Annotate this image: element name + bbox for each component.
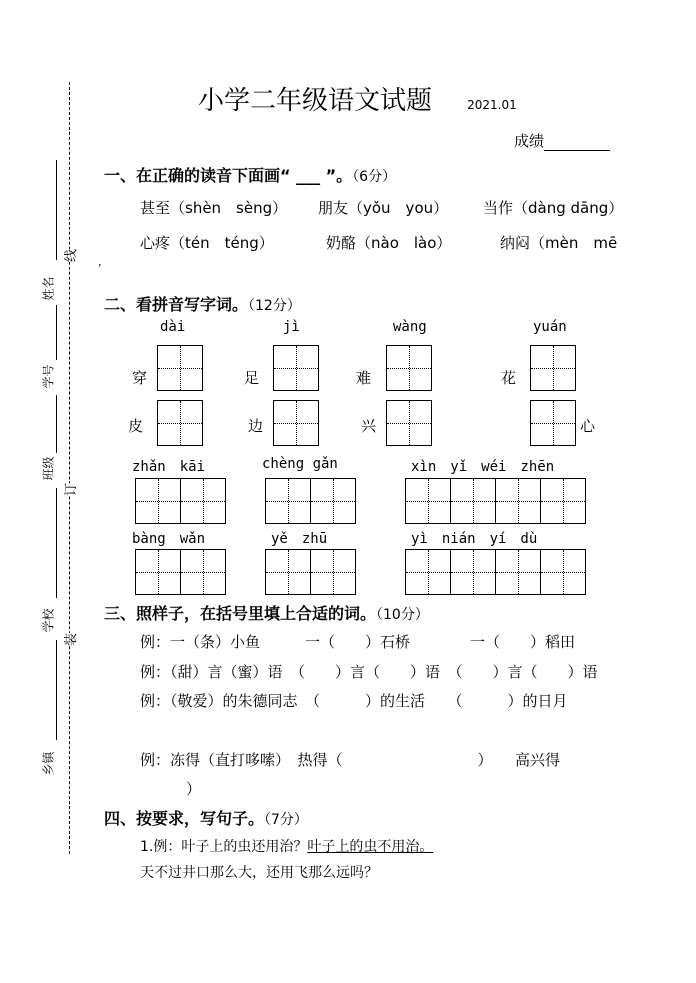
char-nan: 难 [356,369,372,387]
s1-item-2: 朋友（yǒu you） [318,199,449,217]
char-xin: 心 [580,417,596,435]
s4-example-prefix: 1.例：叶子上的虫还用治？ [140,839,308,855]
s1-item-5: 奶酪（nào lào） [326,234,452,252]
tianzige-box[interactable] [273,345,319,391]
tianzige-box[interactable] [386,400,432,446]
school-label: 学校 [41,608,56,633]
section2-heading [104,292,301,315]
s3-line-2: 例：（甜）言（蜜）语 （ ）言（ ）语 （ ）言（ ）语 [140,663,598,681]
s3-line-5: ） [186,780,202,798]
margin-char-zhuang: 装 [58,633,81,646]
tianzige-box[interactable] [405,478,451,524]
pinyin-xinyiweizhen: xìn yǐ wéi zhēn [411,459,555,475]
s4-example-answer: 叶子上的虫不用治。 [307,839,434,855]
section3-heading [104,601,429,624]
tianzige-box[interactable] [135,549,181,595]
tianzige-box[interactable] [310,549,356,595]
score-blank[interactable] [544,136,610,151]
char-xing: 兴 [361,417,377,435]
exam-date: 2021.01 [467,97,517,112]
tianzige-box[interactable] [265,478,311,524]
section3-title: 三、照样子，在括号里填上合适的词。 [104,604,377,623]
char-pi: 皮 [128,417,144,435]
s1-item-6: 纳闷（mèn mē [500,234,618,252]
tianzige-box[interactable] [180,478,226,524]
char-chuan: 穿 [132,369,148,387]
pinyin-wang: wàng [393,319,427,335]
s3-line-3: 例：（敬爱）的朱德同志 （ ）的生活 （ ）的日月 [140,692,568,710]
s3-line-4: 例：冻得（直打哆嗦） 热得（ ） 高兴得 [140,751,561,769]
section1-points: （6分） [352,169,397,185]
pinyin-bangwan: bàng wǎn [132,531,206,547]
town-blank-line [56,640,57,740]
binding-dashed-line [69,82,70,854]
tianzige-box[interactable] [530,345,576,391]
margin-char-xian: 线 [58,249,81,262]
tianzige-box[interactable] [157,345,203,391]
s1-item-1: 甚至（shèn sèng） [140,199,288,217]
tianzige-box[interactable] [450,478,496,524]
section2-points: （12分） [248,298,301,314]
s4-question: 天不过井口那么大，还用飞那么远吗？ [140,865,378,881]
tianzige-box[interactable] [530,400,576,446]
pinyin-dai: dài [160,319,186,335]
char-bian: 边 [248,417,264,435]
char-zu: 足 [244,369,260,387]
class-blank-line [56,395,57,453]
s4-example [140,836,433,856]
exam-title: 小学二年级语文试题 [198,86,433,116]
pinyin-chenggan: chèng gǎn [262,456,338,472]
char-hua: 花 [501,369,517,387]
tianzige-box[interactable] [157,400,203,446]
tianzige-box[interactable] [180,549,226,595]
tianzige-box[interactable] [310,478,356,524]
section4-heading [104,806,308,829]
tianzige-box[interactable] [273,400,319,446]
section1-heading [104,163,396,186]
s1-item-3: 当作（dàng dāng） [483,199,624,217]
exam-header [198,80,517,117]
class-label: 班级 [41,456,56,481]
section4-title: 四、按要求，写句子。 [104,809,265,828]
school-blank-line [56,488,57,598]
tianzige-box[interactable] [135,478,181,524]
tianzige-box[interactable] [540,478,586,524]
pinyin-yinianyidu: yì nián yí dù [411,531,538,547]
tianzige-box[interactable] [386,345,432,391]
town-label: 乡镇 [41,751,56,776]
name-blank-line [56,160,57,260]
score-field[interactable] [514,130,610,151]
tianzige-box[interactable] [495,549,541,595]
tianzige-box[interactable] [495,478,541,524]
name-label: 姓名 [41,276,56,301]
number-label: 学号 [41,364,56,389]
section4-points: （7分） [264,812,308,828]
s1-overflow-mark: ’ [98,262,102,275]
margin-char-ding: 订 [58,483,81,496]
score-label: 成绩 [514,132,545,150]
pinyin-yezhu: yě zhū [271,531,328,547]
pinyin-yuan: yuán [533,319,567,335]
tianzige-box[interactable] [540,549,586,595]
section1-title: 一、在正确的读音下面画“ ___ ”。 [104,166,353,185]
number-blank-line [56,305,57,360]
tianzige-box[interactable] [450,549,496,595]
pinyin-ji: jì [283,319,300,335]
tianzige-box[interactable] [405,549,451,595]
s3-line-1: 例：一（条）小鱼 一（ ）石桥 一（ ）稻田 [140,633,576,651]
section2-title: 二、看拼音写字词。 [104,295,249,314]
s1-item-4: 心疼（tén téng） [140,234,274,252]
pinyin-zhankai: zhǎn kāi [132,459,206,475]
section3-points: （10分） [376,607,429,623]
tianzige-box[interactable] [265,549,311,595]
